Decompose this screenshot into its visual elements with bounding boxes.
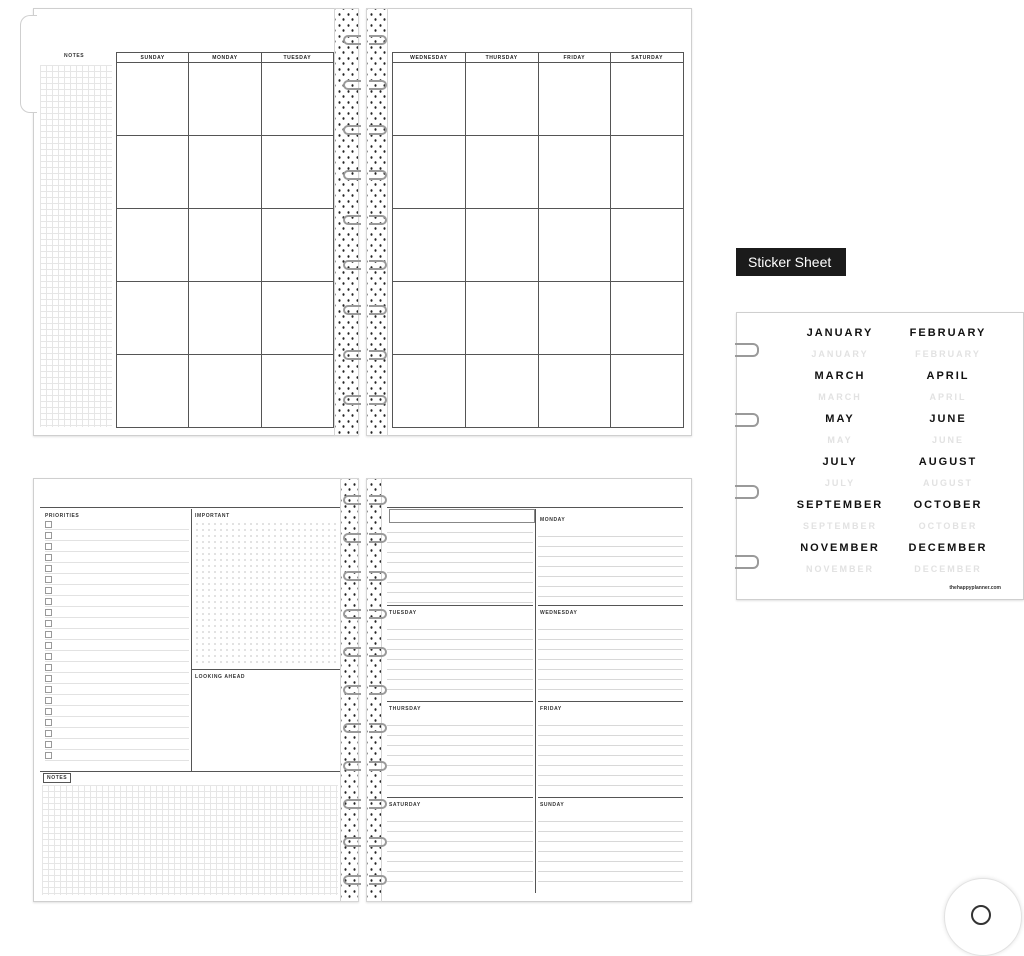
month-sticker-ghost[interactable]: APRIL xyxy=(929,392,967,402)
calendar-cell[interactable] xyxy=(538,136,611,209)
section-rule xyxy=(191,669,340,670)
day-label: MONDAY xyxy=(540,517,566,523)
day-header: WEDNESDAY xyxy=(393,53,466,63)
calendar-cell[interactable] xyxy=(117,355,189,428)
day-label: TUESDAY xyxy=(389,610,417,616)
day-block[interactable] xyxy=(538,701,683,796)
month-sticker-ghost[interactable]: OCTOBER xyxy=(918,521,978,531)
writing-lines xyxy=(387,812,533,890)
month-sticker-ghost[interactable]: SEPTEMBER xyxy=(802,521,877,531)
ring-icon xyxy=(369,495,387,505)
calendar-cell[interactable] xyxy=(261,63,333,136)
day-label: SUNDAY xyxy=(540,802,565,808)
ring-icon xyxy=(735,343,759,357)
ring-icon xyxy=(343,723,361,733)
ring-icon xyxy=(343,350,361,360)
writing-lines xyxy=(387,716,533,794)
ring-icon xyxy=(369,80,387,90)
ring-icon xyxy=(369,533,387,543)
writing-lines xyxy=(387,620,533,698)
day-block[interactable] xyxy=(538,605,683,700)
calendar-cell[interactable] xyxy=(611,355,684,428)
day-header: TUESDAY xyxy=(261,53,333,63)
ring-icon xyxy=(343,875,361,885)
priority-checkbox[interactable] xyxy=(45,563,189,574)
calendar-cell[interactable] xyxy=(465,63,538,136)
month-sticker[interactable]: MAY xyxy=(825,413,855,425)
notes-label: NOTES xyxy=(64,53,85,59)
ring-icon xyxy=(343,215,361,225)
ring-icon xyxy=(343,647,361,657)
calendar-cell[interactable] xyxy=(465,209,538,282)
top-rule xyxy=(387,507,683,508)
calendar-cell[interactable] xyxy=(465,355,538,428)
priority-checkbox[interactable] xyxy=(45,651,189,662)
priority-checkbox[interactable] xyxy=(45,684,189,695)
ring-icon xyxy=(343,571,361,581)
day-label: WEDNESDAY xyxy=(540,610,578,616)
ring-icon xyxy=(343,80,361,90)
writing-lines xyxy=(538,716,683,794)
priority-checkbox[interactable] xyxy=(45,695,189,706)
sticker-sheet-badge: Sticker Sheet xyxy=(736,248,846,276)
zoom-button[interactable] xyxy=(944,878,1022,956)
priority-checkbox[interactable] xyxy=(45,607,189,618)
column-divider xyxy=(191,509,192,771)
page-tab xyxy=(20,15,37,113)
day-header: THURSDAY xyxy=(465,53,538,63)
calendar-cell[interactable] xyxy=(393,209,466,282)
calendar-cell[interactable] xyxy=(538,355,611,428)
priority-checkbox[interactable] xyxy=(45,706,189,717)
ring-icon xyxy=(369,305,387,315)
monthly-right-page xyxy=(366,8,692,436)
month-sticker[interactable]: JULY xyxy=(822,456,858,468)
month-sticker[interactable]: AUGUST xyxy=(918,456,978,468)
priority-checkbox[interactable] xyxy=(45,552,189,563)
priority-checkbox[interactable] xyxy=(45,673,189,684)
priority-checkbox[interactable] xyxy=(45,585,189,596)
calendar-cell[interactable] xyxy=(189,209,261,282)
calendar-cell[interactable] xyxy=(611,282,684,355)
month-sticker[interactable]: DECEMBER xyxy=(908,542,988,554)
day-block[interactable] xyxy=(538,509,683,603)
ring-icon xyxy=(369,875,387,885)
day-block[interactable] xyxy=(538,797,683,892)
ring-icon xyxy=(369,685,387,695)
ring-icon xyxy=(369,170,387,180)
ring-icon xyxy=(369,837,387,847)
section-rule xyxy=(40,771,340,772)
top-rule xyxy=(40,507,340,508)
calendar-cell[interactable] xyxy=(611,209,684,282)
ring-icon xyxy=(369,761,387,771)
weekly-right-page xyxy=(366,478,692,902)
day-block[interactable] xyxy=(387,605,533,700)
calendar-cell[interactable] xyxy=(117,282,189,355)
ring-icon xyxy=(343,170,361,180)
priority-checkbox[interactable] xyxy=(45,519,189,530)
calendar-cell[interactable] xyxy=(611,63,684,136)
priority-checkbox[interactable] xyxy=(45,717,189,728)
ring-icon xyxy=(343,495,361,505)
column-divider xyxy=(535,509,536,893)
important-label: IMPORTANT xyxy=(195,513,230,519)
weekly-left-page xyxy=(33,478,359,902)
day-block[interactable] xyxy=(387,701,533,796)
priority-checkbox[interactable] xyxy=(45,750,189,761)
calendar-cell[interactable] xyxy=(117,209,189,282)
priority-checkbox[interactable] xyxy=(45,728,189,739)
important-dot-grid[interactable] xyxy=(194,521,337,667)
monthly-left-page xyxy=(33,8,359,436)
calendar-cell[interactable] xyxy=(117,63,189,136)
calendar-cell[interactable] xyxy=(393,136,466,209)
month-sticker-ghost[interactable]: JULY xyxy=(824,478,856,488)
writing-lines xyxy=(538,620,683,698)
calendar-cell[interactable] xyxy=(261,209,333,282)
priority-checkbox[interactable] xyxy=(45,574,189,585)
month-sticker-ghost[interactable]: JANUARY xyxy=(811,349,869,359)
priority-checkbox[interactable] xyxy=(45,530,189,541)
calendar-cell[interactable] xyxy=(261,136,333,209)
monthly-calendar-right xyxy=(392,52,684,428)
priority-checkbox[interactable] xyxy=(45,541,189,552)
month-sticker[interactable]: JUNE xyxy=(929,413,967,425)
month-sticker[interactable]: NOVEMBER xyxy=(800,542,880,554)
calendar-cell[interactable] xyxy=(465,136,538,209)
month-sticker-ghost[interactable]: NOVEMBER xyxy=(805,564,874,574)
search-icon xyxy=(971,905,991,925)
calendar-cell[interactable] xyxy=(538,63,611,136)
month-sticker[interactable]: OCTOBER xyxy=(913,499,983,511)
ring-icon xyxy=(343,685,361,695)
day-block[interactable] xyxy=(387,523,533,603)
ring-icon xyxy=(343,837,361,847)
ring-icon xyxy=(369,571,387,581)
calendar-cell[interactable] xyxy=(538,209,611,282)
ring-icon xyxy=(369,350,387,360)
ring-icon xyxy=(369,215,387,225)
ring-icon xyxy=(369,723,387,733)
priority-checkbox[interactable] xyxy=(45,739,189,750)
ring-icon xyxy=(369,647,387,657)
ring-icon xyxy=(343,533,361,543)
day-block[interactable] xyxy=(387,797,533,892)
ring-icon xyxy=(735,555,759,569)
priority-checkbox[interactable] xyxy=(45,640,189,651)
calendar-cell[interactable] xyxy=(538,282,611,355)
ring-icon xyxy=(369,799,387,809)
calendar-cell[interactable] xyxy=(393,282,466,355)
calendar-cell[interactable] xyxy=(393,355,466,428)
ring-icon xyxy=(735,413,759,427)
monthly-calendar-left xyxy=(116,52,334,428)
day-label: THURSDAY xyxy=(389,706,422,712)
priorities-label: PRIORITIES xyxy=(45,513,80,519)
calendar-cell[interactable] xyxy=(189,136,261,209)
calendar-cell[interactable] xyxy=(261,355,333,428)
ring-icon xyxy=(369,125,387,135)
day-header: FRIDAY xyxy=(538,53,611,63)
day-label: FRIDAY xyxy=(540,706,562,712)
sticker-sheet xyxy=(736,312,1024,600)
writing-lines xyxy=(538,527,683,603)
month-sticker-ghost[interactable]: JUNE xyxy=(931,435,964,445)
ring-icon xyxy=(735,485,759,499)
month-sticker[interactable]: APRIL xyxy=(926,370,970,382)
writing-lines xyxy=(538,812,683,890)
month-sticker[interactable]: JANUARY xyxy=(806,327,874,339)
calendar-cell[interactable] xyxy=(189,63,261,136)
calendar-cell[interactable] xyxy=(261,282,333,355)
priority-checkbox[interactable] xyxy=(45,662,189,673)
priority-checkbox[interactable] xyxy=(45,629,189,640)
ring-icon xyxy=(343,125,361,135)
day-label: SATURDAY xyxy=(389,802,421,808)
month-sticker[interactable]: SEPTEMBER xyxy=(796,499,884,511)
month-sticker-ghost[interactable]: DECEMBER xyxy=(914,564,982,574)
month-sticker-ghost[interactable]: AUGUST xyxy=(923,478,973,488)
ring-icon xyxy=(343,260,361,270)
day-header: SATURDAY xyxy=(611,53,684,63)
ring-icon xyxy=(343,799,361,809)
day-header: MONDAY xyxy=(189,53,261,63)
calendar-cell[interactable] xyxy=(189,355,261,428)
calendar-cell[interactable] xyxy=(189,282,261,355)
weekly-grid xyxy=(387,509,683,893)
ring-icon xyxy=(343,761,361,771)
priority-checkbox[interactable] xyxy=(45,618,189,629)
month-sticker-ghost[interactable]: MARCH xyxy=(818,392,862,402)
brand-url: thehappyplanner.com xyxy=(949,585,1001,591)
ring-icon xyxy=(343,609,361,619)
priority-checkbox[interactable] xyxy=(45,596,189,607)
ring-icon xyxy=(369,609,387,619)
ring-icon xyxy=(343,395,361,405)
ring-icon xyxy=(343,305,361,315)
day-header: SUNDAY xyxy=(117,53,189,63)
calendar-cell[interactable] xyxy=(393,63,466,136)
notes-label: NOTES xyxy=(43,773,71,783)
notes-grid xyxy=(40,65,112,427)
ring-icon xyxy=(343,35,361,45)
ring-icon xyxy=(369,395,387,405)
calendar-cell[interactable] xyxy=(117,136,189,209)
month-sticker-ghost[interactable]: FEBRUARY xyxy=(915,349,981,359)
notes-grid[interactable] xyxy=(42,785,338,895)
month-sticker[interactable]: MARCH xyxy=(814,370,866,382)
looking-ahead-label: LOOKING AHEAD xyxy=(195,674,246,680)
calendar-cell[interactable] xyxy=(611,136,684,209)
month-sticker[interactable]: FEBRUARY xyxy=(909,327,987,339)
calendar-cell[interactable] xyxy=(465,282,538,355)
month-sticker-ghost[interactable]: MAY xyxy=(827,435,853,445)
ring-icon xyxy=(369,35,387,45)
ring-icon xyxy=(369,260,387,270)
